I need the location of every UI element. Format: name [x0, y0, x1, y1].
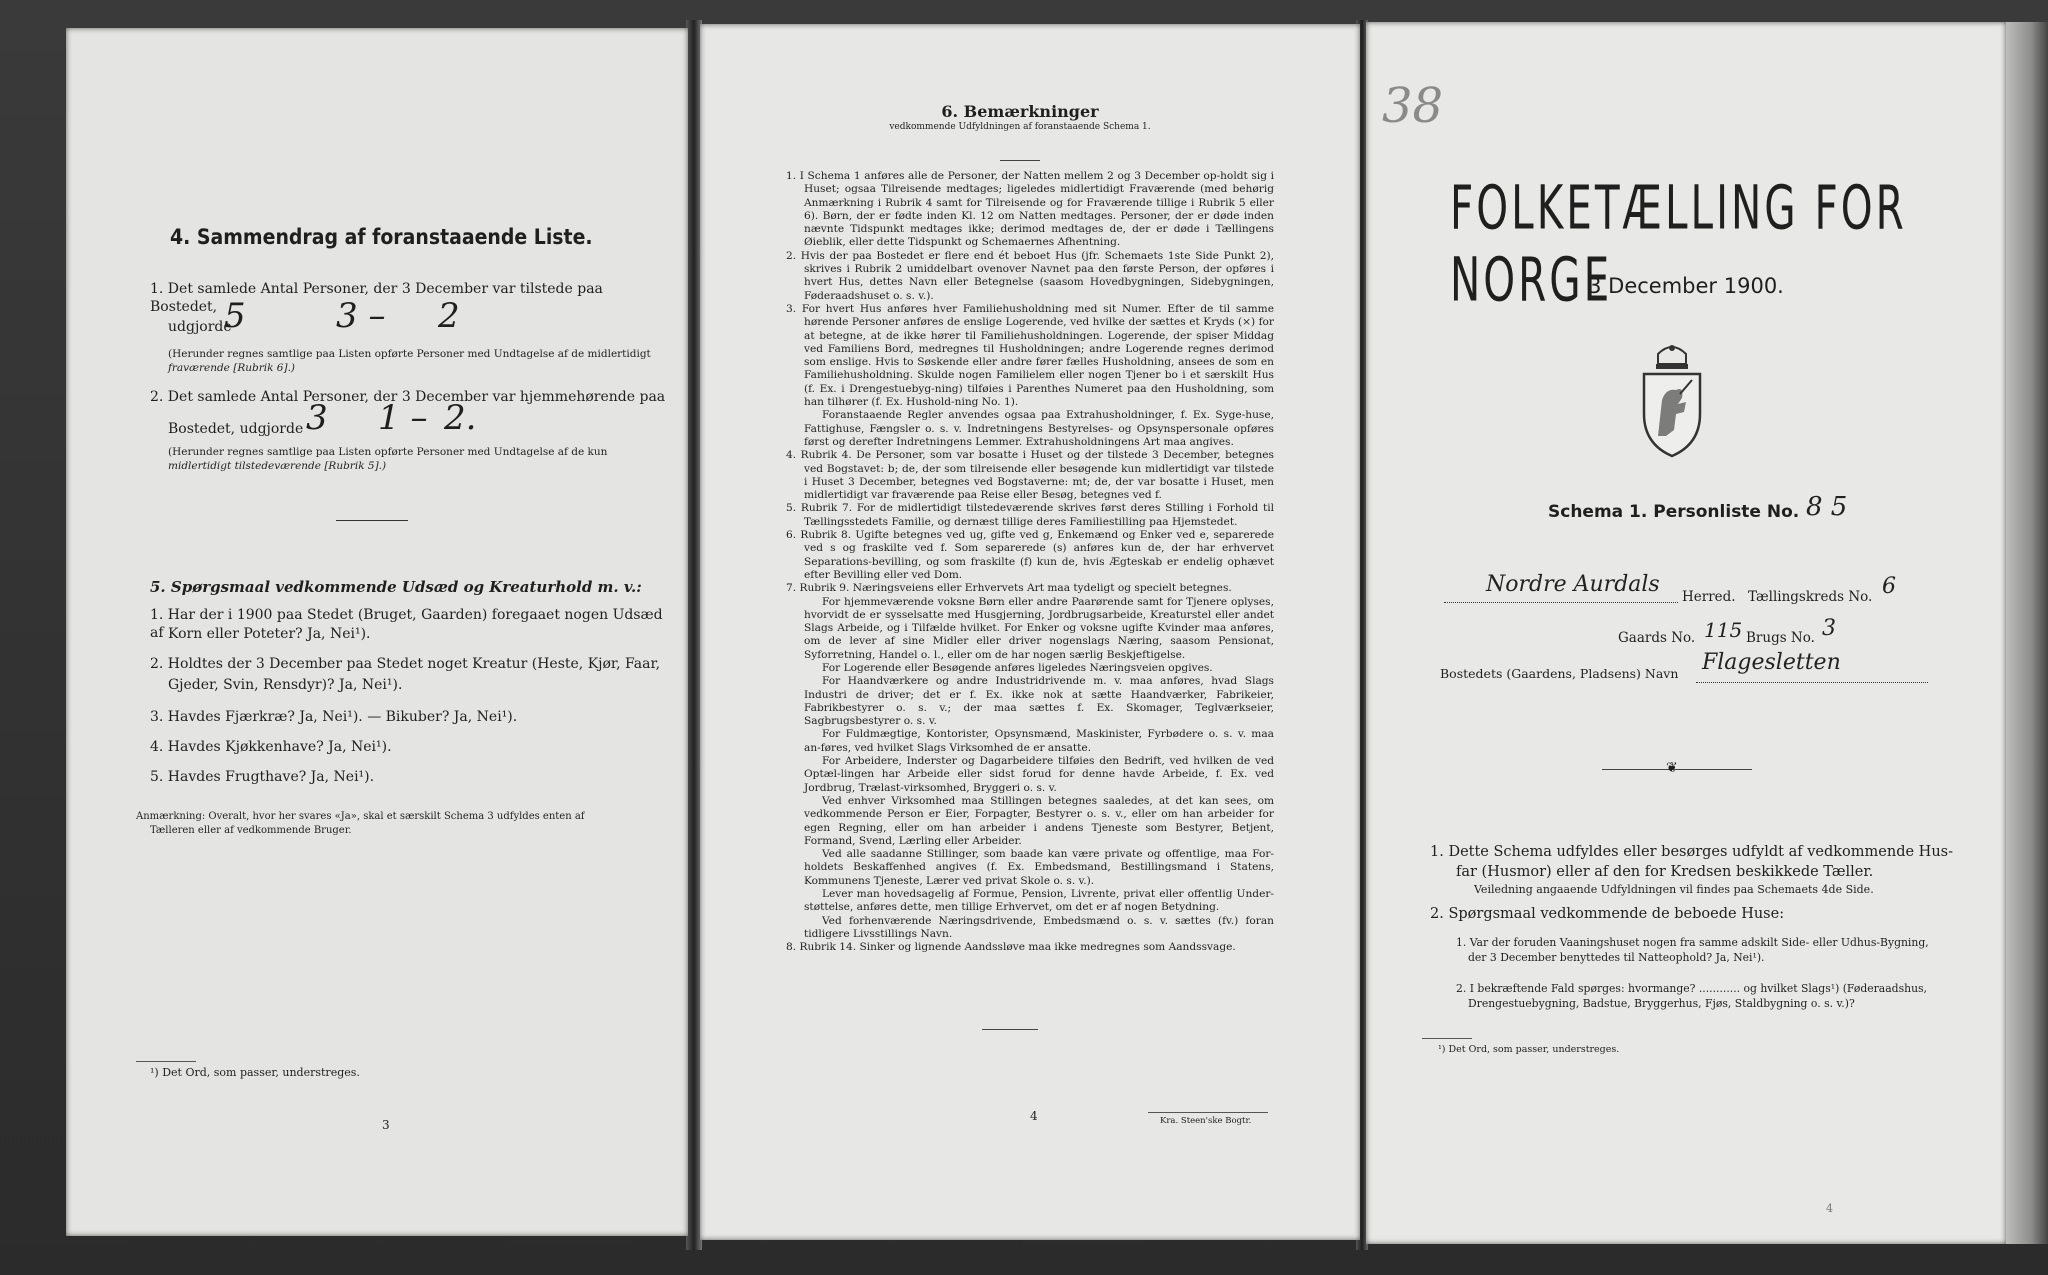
remark: 5. Rubrik 7. For de midlertidigt tilstedeværende skrives først deres Stilling i Forhold til Tællingsstedets Familie, og dernæst tillige deres Familiestilling paa Hjemstedet. — [786, 502, 1274, 528]
page-edge — [2006, 22, 2048, 1244]
instruction-2: 2. Spørgsmaal vedkommende de beboede Huse: — [1430, 906, 1785, 922]
herred-name: Nordre Aurdals — [1486, 572, 1660, 597]
remarks-title: 6. Bemærkninger — [941, 102, 1099, 121]
instruction-1-b: far (Husmor) eller af den for Kredsen beskikkede Tæller. — [1456, 864, 1874, 880]
brugs-label: Brugs No. — [1746, 630, 1815, 646]
instruction-2-2 — [1456, 982, 1996, 1011]
q1-total: 5 — [224, 296, 246, 336]
title-rule — [1000, 160, 1040, 161]
personliste-number: 8 5 — [1806, 492, 1848, 522]
brugs-number: 3 — [1822, 616, 1836, 641]
remark: Ved forhenværende Næringsdrivende, Embedsmænd o. s. v. sættes (fv.) foran tidligere Livsstillings Navn. — [804, 914, 1274, 940]
instruction-1 — [1430, 842, 1990, 897]
q5-1-a: 1. Har der i 1900 paa Stedet (Bruget, Gaarden) foregaaet nogen Udsæd af — [150, 607, 663, 641]
instruction-2-2-b: Drengestuebygning, Badstue, Bryggerhus, Fjøs, Staldbygning o. s. v.)? — [1468, 996, 1855, 1010]
q1-note-2: fraværende [Rubrik 6].) — [168, 362, 296, 374]
page-number: 4 — [1030, 1109, 1038, 1123]
q2-line: 2. Det samlede Antal Personer, der 3 December var hjemmehørende paa — [150, 389, 666, 405]
printer-mark: Kra. Steen'ske Bogtr. — [1160, 1116, 1252, 1126]
ornament-icon: ❦ — [1666, 760, 1678, 776]
printer-rule — [1148, 1112, 1268, 1113]
remark: For hjemmeværende voksne Børn eller andre Paarørende samt for Tjenere oplyses, hvorvidt de er sysselsatte med Husgjerning, Jordbrugsarbeide, Kreaturstel eller andet Slags Arbeide, og i Tilfælde hvilket. For Enker og voksne ugifte Kvinder maa anføres, om de lever af sine Midler eller driver nogenslags Næring, saasom Pensionat, Syforretning, Handel o. l., eller om de har nogen særlig Beskjeftigelse. — [804, 595, 1274, 661]
herred-label: Herred. — [1682, 589, 1736, 605]
q5-1-b: Korn eller Poteter? Ja, Nei¹). — [168, 626, 371, 642]
q1-line: 1. Det samlede Antal Personer, der 3 December var tilstede paa Bostedet, — [150, 281, 603, 315]
bottom-mark: 4 — [1826, 1202, 1833, 1215]
anmerkning-2: Tælleren eller af vedkommende Bruger. — [150, 825, 352, 836]
footnote: ¹) Det Ord, som passer, understreges. — [150, 1066, 360, 1079]
q2-prefix: Bostedet, udgjorde — [168, 421, 304, 437]
q1-note-1: (Herunder regnes samtlige paa Listen opførte Personer med Undtagelse af de midlertidigt — [168, 348, 651, 360]
bosted-label: Bostedets (Gaardens, Pladsens) Navn — [1440, 666, 1679, 681]
remark: 7. Rubrik 9. Næringsveiens eller Erhvervets Art maa tydeligt og specielt betegnes. — [786, 582, 1232, 595]
remarks-subtitle: vedkommende Udfyldningen af foranstaaende Schema 1. — [889, 122, 1151, 132]
remark: 8. Rubrik 14. Sinker og lignende Aandssløve maa ikke medregnes som Aandssvage. — [786, 941, 1236, 954]
page-4 — [700, 24, 1360, 1240]
instruction-1-a: 1. Dette Schema udfyldes eller besørges udfyldt af vedkommende Hus- — [1430, 844, 1953, 860]
census-date: 3 December 1900. — [1588, 274, 1784, 298]
q1-male: 3 – — [336, 296, 386, 336]
q5-2-b: Gjeder, Svin, Rensdyr)? Ja, Nei¹). — [168, 677, 403, 693]
instruction-1-c: Veiledning angaaende Udfyldningen vil findes paa Schemaets 4de Side. — [1474, 883, 1874, 896]
divider — [336, 520, 408, 521]
q5-2-a: 2. Holdtes der 3 December paa Stedet noget Kreatur (Heste, Kjør, Faar, — [150, 656, 661, 672]
section4-title: 4. Sammendrag af foranstaaende Liste. — [170, 225, 593, 249]
remark: For Arbeidere, Inderster og Dagarbeidere tilføies den Bedrift, ved hvilken de ved Optæl-lingen har Arbeide eller sidst forud for denne havde Arbeide, f. Ex. ved Jordbrug, Trælast-virksomhed, Bryggeri o. s. v. — [804, 755, 1274, 794]
bosted-line — [1696, 682, 1928, 683]
remark: 6. Rubrik 8. Ugifte betegnes ved ug, gifte ved g, Enkemænd og Enker ved e, separerede ved s og fraskilte ved f. Som separerede (s) anføres kun de, der har erhvervet Separations-bevilling, og som fraskilte (f) kun de, hvis Ægteskab er endelig ophævet efter Bevilling eller ved Dom. — [786, 529, 1274, 581]
gaards-label: Gaards No. — [1618, 630, 1696, 646]
q2-female: 2. — [444, 398, 477, 438]
q2-note-2: midlertidigt tilstedeværende [Rubrik 5].) — [168, 460, 387, 472]
anmerkning-1: Anmærkning: Overalt, hvor her svares «Ja», skal et særskilt Schema 3 udfyldes enten af — [136, 811, 585, 822]
q1-female: 2 — [438, 296, 460, 336]
remark: For Logerende eller Besøgende anføres ligeledes Næringsveien opgives. — [822, 661, 1213, 674]
q5-4: 4. Havdes Kjøkkenhave? Ja, Nei¹). — [150, 739, 392, 755]
kreds-number: 6 — [1882, 574, 1896, 599]
bosted-name: Flagesletten — [1702, 650, 1841, 675]
instruction-2-2-a: 2. I bekræftende Fald spørges: hvormange? ............ og hvilket Slags¹) (Føderaadshus, — [1456, 982, 1927, 995]
remark: 1. I Schema 1 anføres alle de Personer, der Natten mellem 2 og 3 December op-holdt sig i Huset; ogsaa Tilreisende medtages; ligeledes midlertidigt Fraværende (med behørig Anmærkning i Rubrik 4 samt for Tilreisende og for Fraværende tillige i Rubrik 5 eller 6). Børn, der er fødte inden Kl. 12 om Natten medtages. Personer, der er døde inden nævnte Tidspunkt medtages ikke; derimod medtages de, der er døde i Tællingens Øieblik, eller dette Tidspunkt og Schemaernes Afhentning. — [786, 170, 1274, 249]
instruction-2-1 — [1456, 936, 1996, 965]
footnote-rule — [136, 1061, 196, 1062]
title-page — [1366, 22, 2006, 1244]
footnote-rule — [1422, 1038, 1472, 1039]
main-title: FOLKETÆLLING FOR NORGE — [1450, 172, 1907, 316]
instruction-2-1-b: der 3 December benyttedes til Natteophold? Ja, Nei¹). — [1468, 950, 1765, 964]
q5-5: 5. Havdes Frugthave? Ja, Nei¹). — [150, 769, 375, 785]
q2-male: 1 – — [378, 398, 428, 438]
coat-of-arms-icon — [1636, 340, 1708, 460]
schema-label: Schema 1. Personliste No. — [1548, 502, 1800, 522]
archive-mark: 38 — [1382, 78, 1444, 134]
page-number: 3 — [382, 1118, 390, 1132]
remark: 3. For hvert Hus anføres hver Familiehusholdning med sit Numer. Efter de til samme hørende Personer anføres de enslige Logerende, ved hvilke der sættes et Kryds (×) for at betegne, at de ikke hører til Familiehusholdningen. Logerende, der spiser Middag ved Familiens Bord, medregnes til Husholdningen; andre Logerende regnes derimod som enslige. Hvis to Søskende eller andre fører fælles Husholdning, ansees de som en Familiehusholdning. Skulde nogen Familielem eller nogen Tjener bo i et særskilt Hus (f. Ex. i Drengestuebyg-ning) tilføies i Parenthes Numeret paa den Husholdning, som han tilhører (f. Ex. Hushold-ning No. 1). — [786, 302, 1274, 409]
instruction-2-1-a: 1. Var der foruden Vaaningshuset nogen fra samme adskilt Side- eller Udhus-Bygning, — [1456, 936, 1929, 949]
q1-prefix: udgjorde — [168, 319, 232, 335]
q2-note-1: (Herunder regnes samtlige paa Listen opførte Personer med Undtagelse af de kun — [168, 446, 608, 458]
gaards-number: 115 — [1704, 618, 1743, 642]
q2-total: 3 — [306, 398, 328, 438]
remark: Ved alle saadanne Stillinger, som baade kan være private og offentlige, maa For-holdets Beskaffenhed angives (f. Ex. Embedsmand, Bestillingsmand i Statens, Kommunens Tjeneste, Lærer ved privat Skole o. s. v.). — [804, 848, 1274, 887]
remark: Ved enhver Virksomhed maa Stillingen betegnes saaledes, at det kan sees, om vedkommende Person er Eier, Forpagter, Bestyrer o. s. v., eller om han arbeider for egen Regning, eller om han arbeider i andens Tjeneste som Bestyrer, Betjent, Formand, Svend, Lærling eller Arbeider. — [804, 794, 1274, 847]
remark: 4. Rubrik 4. De Personer, som var bosatte i Huset og der tilstede 3 December, betegnes ved Bogstavet: b; de, der som tilreisende eller besøgende kun midlertidigt var tilstede i Huset 3 December, betegnes ved Bogstaverne: mt; de, der var bosatte i Huset, men midlertidigt var fraværende paa Reise eller Besøg, betegnes ved f. — [786, 449, 1274, 502]
remark: For Haandværkere og andre Industridrivende m. v. maa anføres, hvad Slags Industri de driver; det er f. Ex. ikke nok at sætte Haandværker, Fabrikeier, Fabrikbestyrer o. s. v.; der maa sættes f. Ex. Skomager, Teglværkseier, Sagbrugsbestyrer o. s. v. — [804, 675, 1274, 728]
footnote: ¹) Det Ord, som passer, understreges. — [1438, 1044, 1620, 1055]
page-3 — [66, 28, 688, 1236]
remarks-list — [786, 170, 1274, 955]
remark: Lever man hovedsagelig af Formue, Pension, Livrente, privat eller offentlig Under-støttelse, anføres dette, men tillige Erhvervet, om det er af nogen Betydning. — [804, 888, 1274, 914]
q5-3: 3. Havdes Fjærkræ? Ja, Nei¹). — Bikuber? Ja, Nei¹). — [150, 709, 518, 725]
section5-title: 5. Spørgsmaal vedkommende Udsæd og Kreaturhold m. v.: — [150, 578, 642, 596]
remark: 2. Hvis der paa Bostedet er flere end ét beboet Hus (jfr. Schemaets 1ste Side Punkt 2), skrives i Rubrik 2 umiddelbart ovenover Navnet paa den første Person, der opføres i hvert Hus, dettes Navn eller Betegnelse (saasom Hovedbygningen, Sidebygningen, Føderaadshuset o. s. v.). — [786, 249, 1274, 302]
remark: For Fuldmægtige, Kontorister, Opsynsmænd, Maskinister, Fyrbødere o. s. v. maa an-føres, ved hvilket Slags Virksomhed de er ansatte. — [804, 728, 1274, 754]
remark: Foranstaaende Regler anvendes ogsaa paa Extrahusholdninger, f. Ex. Syge-huse, Fattighuse, Fængsler o. s. v. Indretningens Bestyrelses- og Opsynspersonale opføres først og derefter Indretningens Lemmer. Extrahusholdningens Art maa angives. — [804, 409, 1274, 448]
end-rule — [982, 1029, 1038, 1030]
herred-line — [1444, 602, 1678, 603]
kreds-label: Tællingskreds No. — [1748, 589, 1873, 605]
